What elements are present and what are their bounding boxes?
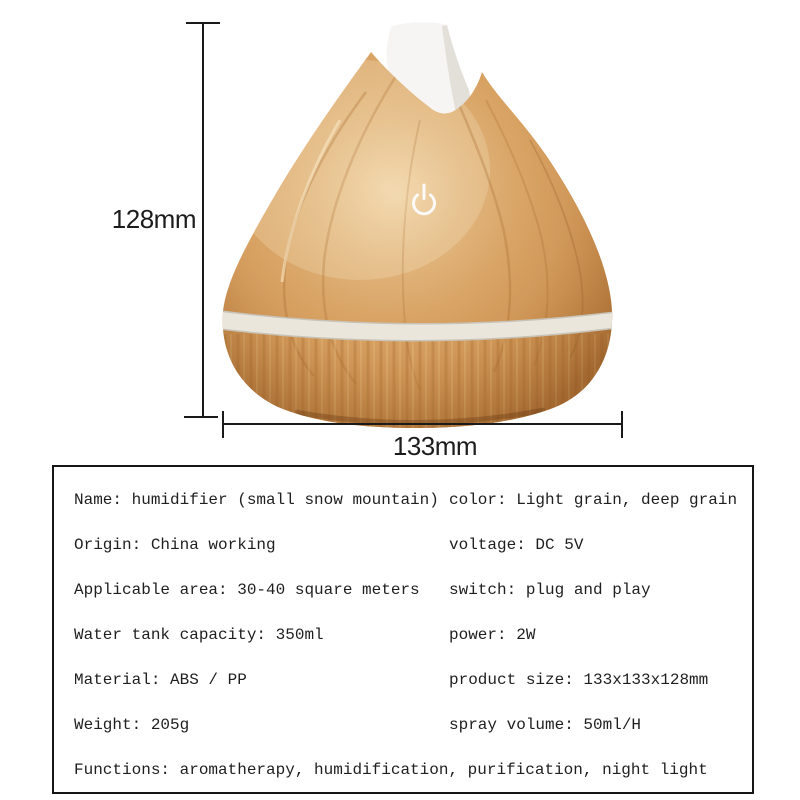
spec-table (52, 465, 754, 794)
spec-cell-size: product size: 133x133x128mm (449, 670, 709, 689)
spec-cell-spray: spray volume: 50ml/H (449, 715, 642, 734)
spec-row-weight-spray (54, 702, 752, 747)
spec-cell-power: power: 2W (449, 625, 536, 644)
height-label: 128mm (111, 204, 196, 234)
spec-cell-capacity: Water tank capacity: 350ml (74, 625, 324, 644)
width-label: 133mm (392, 431, 478, 461)
body-shading (223, 52, 612, 428)
spec-cell-voltage: voltage: DC 5V (449, 535, 584, 554)
spec-row-name-color (54, 477, 752, 522)
spec-cell-functions: Functions: aromatherapy, humidification, purification, night light (74, 760, 708, 779)
spec-row-area-switch (54, 567, 752, 612)
spec-row-material-size (54, 657, 752, 702)
spec-cell-color: color: Light grain, deep grain (449, 490, 738, 509)
spec-row-functions (54, 747, 752, 792)
spec-row-capacity-power (54, 612, 752, 657)
spec-cell-area: Applicable area: 30-40 square meters (74, 580, 420, 599)
spec-cell-name: Name: humidifier (small snow mountain) (74, 490, 439, 509)
spec-cell-material: Material: ABS / PP (74, 670, 247, 689)
spec-cell-switch: switch: plug and play (449, 580, 651, 599)
spec-row-origin-voltage (54, 522, 752, 567)
spec-cell-weight: Weight: 205g (74, 715, 190, 734)
spec-cell-origin: Origin: China working (74, 535, 276, 554)
